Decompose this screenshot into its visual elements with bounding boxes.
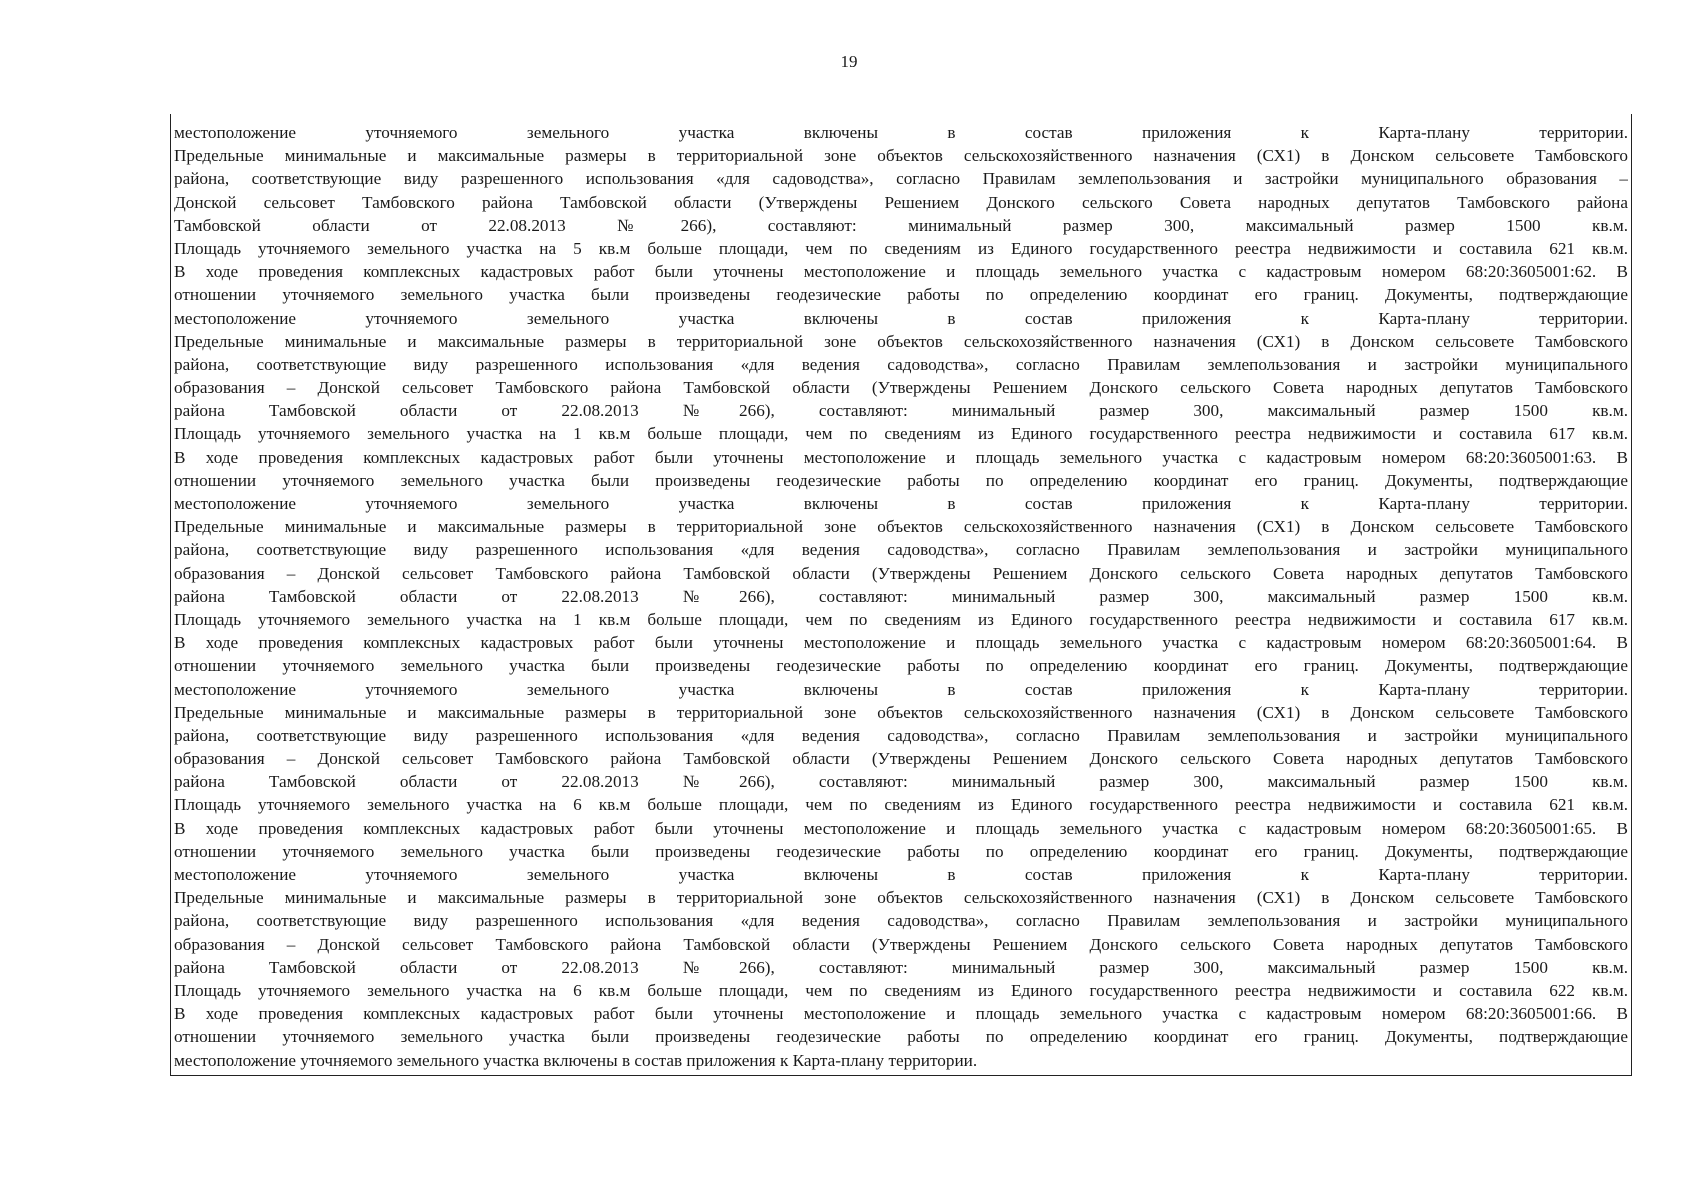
text-line: Площадь уточняемого земельного участка на 5 кв.м больше площади, чем по сведениям из Единого государственного реестра недвижимости и составила 621 кв.м. (174, 238, 1628, 258)
text-line: отношении уточняемого земельного участка были произведены геодезические работы по определению координат его границ. Документы, подтверждающие (174, 656, 1628, 676)
text-line: района Тамбовской области от 22.08.2013 №266), составляют: минимальный размер 300, максимальный размер 1500 кв.м. (174, 401, 1628, 421)
text-line: района, соответствующие виду разрешенного использования «для ведения садоводства», согласно Правилам землепользования и застройки муниципального (174, 354, 1628, 374)
text-line: В ходе проведения комплексных кадастровых работ были уточнены местоположение и площадь земельного участка с кадастровым номером 68:20:3605001:65. В (174, 818, 1628, 838)
text-line: местоположение уточняемого земельного участка включены в состав приложения к Карта-плану территории. (174, 865, 1628, 884)
text-line: местоположение уточняемого земельного участка включены в состав приложения к Карта-плану территории. (174, 308, 1628, 328)
text-line: В ходе проведения комплексных кадастровых работ были уточнены местоположение и площадь земельного участка с кадастровым номером 68:20:3605001:62. В (174, 262, 1628, 282)
text-line: Площадь уточняемого земельного участка на 1 кв.м больше площади, чем по сведениям из Единого государственного реестра недвижимости и составила 617 кв.м. (174, 424, 1628, 444)
text-line: района, соответствующие виду разрешенного использования «для садоводства», согласно Правилам землепользования и застройки муниципального образования – (174, 169, 1628, 189)
text-line: Площадь уточняемого земельного участка на 6 кв.м больше площади, чем по сведениям из Единого государственного реестра недвижимости и составила 621 кв.м. (174, 795, 1628, 815)
text-line: Предельные минимальные и максимальные размеры в территориальной зоне объектов сельскохозяйственного назначения (СХ1) в Донском сельсовете Тамбовского (174, 888, 1628, 908)
page-number: 19 (840, 52, 858, 71)
text-line: Площадь уточняемого земельного участка на 6 кв.м больше площади, чем по сведениям из Единого государственного реестра недвижимости и составила 622 кв.м. (174, 980, 1628, 1000)
text-line: образования – Донской сельсовет Тамбовского района Тамбовской области (Утверждены Решением Донского сельского Совета народных депутатов Тамбовского (174, 563, 1628, 583)
text-line: местоположение уточняемого земельного участка включены в состав приложения к Карта-плану территории. (174, 123, 1628, 142)
text-line: отношении уточняемого земельного участка были произведены геодезические работы по определению координат его границ. Документы, подтверждающие (174, 841, 1628, 861)
text-line: В ходе проведения комплексных кадастровых работ были уточнены местоположение и площадь земельного участка с кадастровым номером 68:20:3605001:63. В (174, 447, 1628, 467)
text-line: отношении уточняемого земельного участка были произведены геодезические работы по определению координат его границ. Документы, подтверждающие (174, 470, 1628, 490)
text-line: Площадь уточняемого земельного участка на 1 кв.м больше площади, чем по сведениям из Единого государственного реестра недвижимости и составила 617 кв.м. (174, 609, 1628, 629)
text-line: Предельные минимальные и максимальные размеры в территориальной зоне объектов сельскохозяйственного назначения (СХ1) в Донском сельсовете Тамбовского (174, 331, 1628, 351)
text-line: Предельные минимальные и максимальные размеры в территориальной зоне объектов сельскохозяйственного назначения (СХ1) в Донском сельсовете Тамбовского (174, 702, 1628, 722)
text-line: района, соответствующие виду разрешенного использования «для ведения садоводства», согласно Правилам землепользования и застройки муниципального (174, 725, 1628, 745)
text-line: района Тамбовской области от 22.08.2013 №266), составляют: минимальный размер 300, максимальный размер 1500 кв.м. (174, 772, 1628, 792)
text-line: образования – Донской сельсовет Тамбовского района Тамбовской области (Утверждены Решением Донского сельского Совета народных депутатов Тамбовского (174, 934, 1628, 954)
text-line: Предельные минимальные и максимальные размеры в территориальной зоне объектов сельскохозяйственного назначения (СХ1) в Донском сельсовете Тамбовского (174, 517, 1628, 537)
text-line: отношении уточняемого земельного участка были произведены геодезические работы по определению координат его границ. Документы, подтверждающие (174, 285, 1628, 305)
text-line: В ходе проведения комплексных кадастровых работ были уточнены местоположение и площадь земельного участка с кадастровым номером 68:20:3605001:64. В (174, 633, 1628, 653)
text-line: местоположение уточняемого земельного участка включены в состав приложения к Карта-плану территории. (174, 1050, 978, 1070)
text-line: Тамбовской области от 22.08.2013 №266), составляют: минимальный размер 300, максимальный размер 1500 кв.м. (174, 215, 1628, 235)
text-line: района Тамбовской области от 22.08.2013 №266), составляют: минимальный размер 300, максимальный размер 1500 кв.м. (174, 586, 1628, 606)
text-line: района Тамбовской области от 22.08.2013 №266), составляют: минимальный размер 300, максимальный размер 1500 кв.м. (174, 957, 1628, 977)
document-text-box (170, 114, 1632, 1076)
text-line: отношении уточняемого земельного участка были произведены геодезические работы по определению координат его границ. Документы, подтверждающие (174, 1027, 1628, 1047)
text-line: района, соответствующие виду разрешенного использования «для ведения садоводства», согласно Правилам землепользования и застройки муниципального (174, 540, 1628, 560)
text-line: района, соответствующие виду разрешенного использования «для ведения садоводства», согласно Правилам землепользования и застройки муниципального (174, 911, 1628, 931)
text-line: образования – Донской сельсовет Тамбовского района Тамбовской области (Утверждены Решением Донского сельского Совета народных депутатов Тамбовского (174, 749, 1628, 769)
text-line: местоположение уточняемого земельного участка включены в состав приложения к Карта-плану территории. (174, 494, 1628, 513)
text-line: местоположение уточняемого земельного участка включены в состав приложения к Карта-плану территории. (174, 679, 1628, 699)
text-line: Донской сельсовет Тамбовского района Тамбовской области (Утверждены Решением Донского сельского Совета народных депутатов Тамбовского района (174, 192, 1628, 212)
text-line: Предельные минимальные и максимальные размеры в территориальной зоне объектов сельскохозяйственного назначения (СХ1) в Донском сельсовете Тамбовского (174, 146, 1628, 166)
text-line: В ходе проведения комплексных кадастровых работ были уточнены местоположение и площадь земельного участка с кадастровым номером 68:20:3605001:66. В (174, 1004, 1628, 1024)
text-line: образования – Донской сельсовет Тамбовского района Тамбовской области (Утверждены Решением Донского сельского Совета народных депутатов Тамбовского (174, 378, 1628, 398)
text-lines (174, 121, 1628, 1072)
